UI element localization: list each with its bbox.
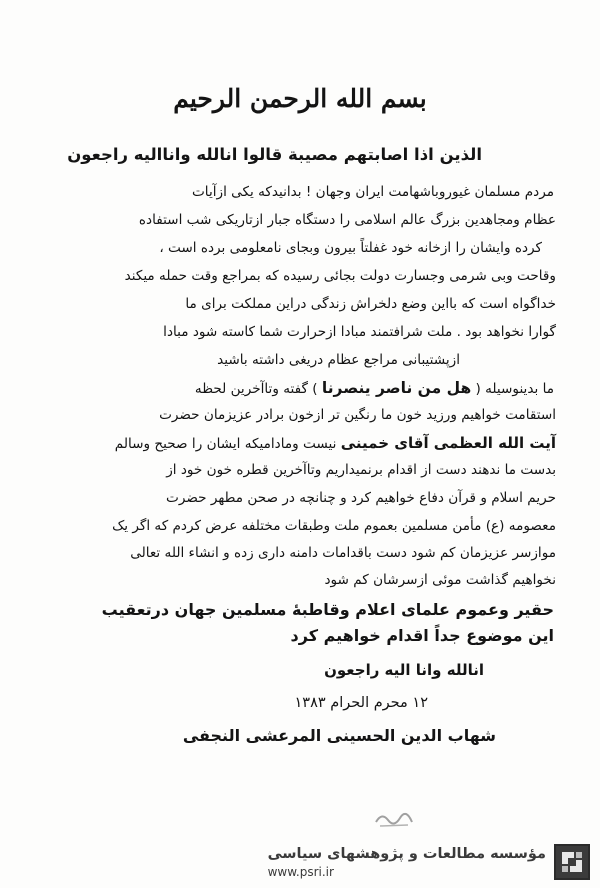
quranic-verse: الذین اذا اصابتهم مصیبة قالوا انالله وانااليه راجعون	[67, 145, 482, 164]
body-line: استقامت خواهیم ورزید خون ما رنگین تر ازخون برادر عزیزمان حضرت	[159, 407, 556, 423]
honorific-title: آیت الله العظمی آقای خمینی	[340, 434, 556, 452]
publisher-url[interactable]: www.psri.ir	[267, 864, 334, 879]
body-line: ازپشتیبانی مراجع عظام دریغی داشته باشید	[217, 352, 460, 368]
body-line: موازسر عزیزمان کم شود دست باقدامات دامنه داری زده و انشاء الله تعالی	[130, 545, 556, 561]
body-line: نخواهیم گذاشت موئی ازسرشان کم شود	[324, 572, 556, 588]
publisher-footer	[268, 844, 590, 880]
body-line: وقاحت وبی شرمی وجسارت دولت بجائی رسیده که بمراجع وقت حمله میکند	[124, 268, 556, 284]
body-line: معصومه (ع) مأمن مسلمین بعموم ملت وطبقات مختلفه عرض کردم که اگر یک	[112, 518, 556, 534]
closing-line: حقیر وعموم علمای اعلام وقاطبهٔ مسلمین جهان درتعقیب	[101, 600, 554, 619]
body-line-end: ) گفته وتاآخرین لحظه	[194, 381, 318, 397]
body-line: مردم مسلمان غیوروباشهامت ایران وجهان ! بدانیدکه یکی ازآیات	[192, 184, 554, 200]
body-line-with-title	[115, 436, 556, 452]
publisher-name: مؤسسه مطالعات و پژوهشهای سیاسی	[267, 845, 546, 862]
psri-logo-icon	[554, 844, 590, 880]
publisher-text	[268, 846, 546, 879]
body-line-end: نیست ومادامیکه ایشان را صحیح وسالم	[114, 436, 337, 452]
ink-stamp-mark	[372, 806, 416, 830]
body-line: کرده وایشان را ازخانه خود غفلتاً بیرون وبجای نامعلومی برده است ،	[159, 240, 542, 256]
body-line: عظام ومجاهدین بزرگ عالم اسلامی را دستگاه جبار ازتاریکی شب استفاده	[138, 212, 556, 228]
body-line-with-quote	[195, 381, 554, 397]
body-line-start: ما بدینوسیله (	[475, 381, 554, 397]
signature-name: شهاب الدین الحسینی المرعشی النجفی	[182, 726, 496, 745]
basmala-heading: بسم الله الرحمن الرحیم	[173, 84, 427, 113]
body-line: گوارا نخواهد بود . ملت شرافتمند مبادا ازحرارت شما کاسته شود مبادا	[163, 324, 556, 340]
body-line: خداگواه است که بااین وضع دلخراش زندگی دراین مملکت برای ما	[185, 296, 556, 312]
quoted-phrase: هل من ناصر ینصرنا	[321, 379, 472, 397]
closing-line: این موضوع جداً اقدام خواهیم کرد	[290, 626, 554, 645]
body-line: حریم اسلام و قرآن دفاع خواهیم کرد و چنانچه در صحن مطهر حضرت	[166, 490, 556, 506]
letter-date: ۱۲ محرم الحرام ۱۳۸۳	[294, 695, 428, 711]
body-line: بدست ما ندهند دست از اقدام برنمیداریم وتاآخرین قطره خون خود از	[166, 462, 556, 478]
istirja-line: انالله وانا الیه راجعون	[324, 661, 484, 679]
